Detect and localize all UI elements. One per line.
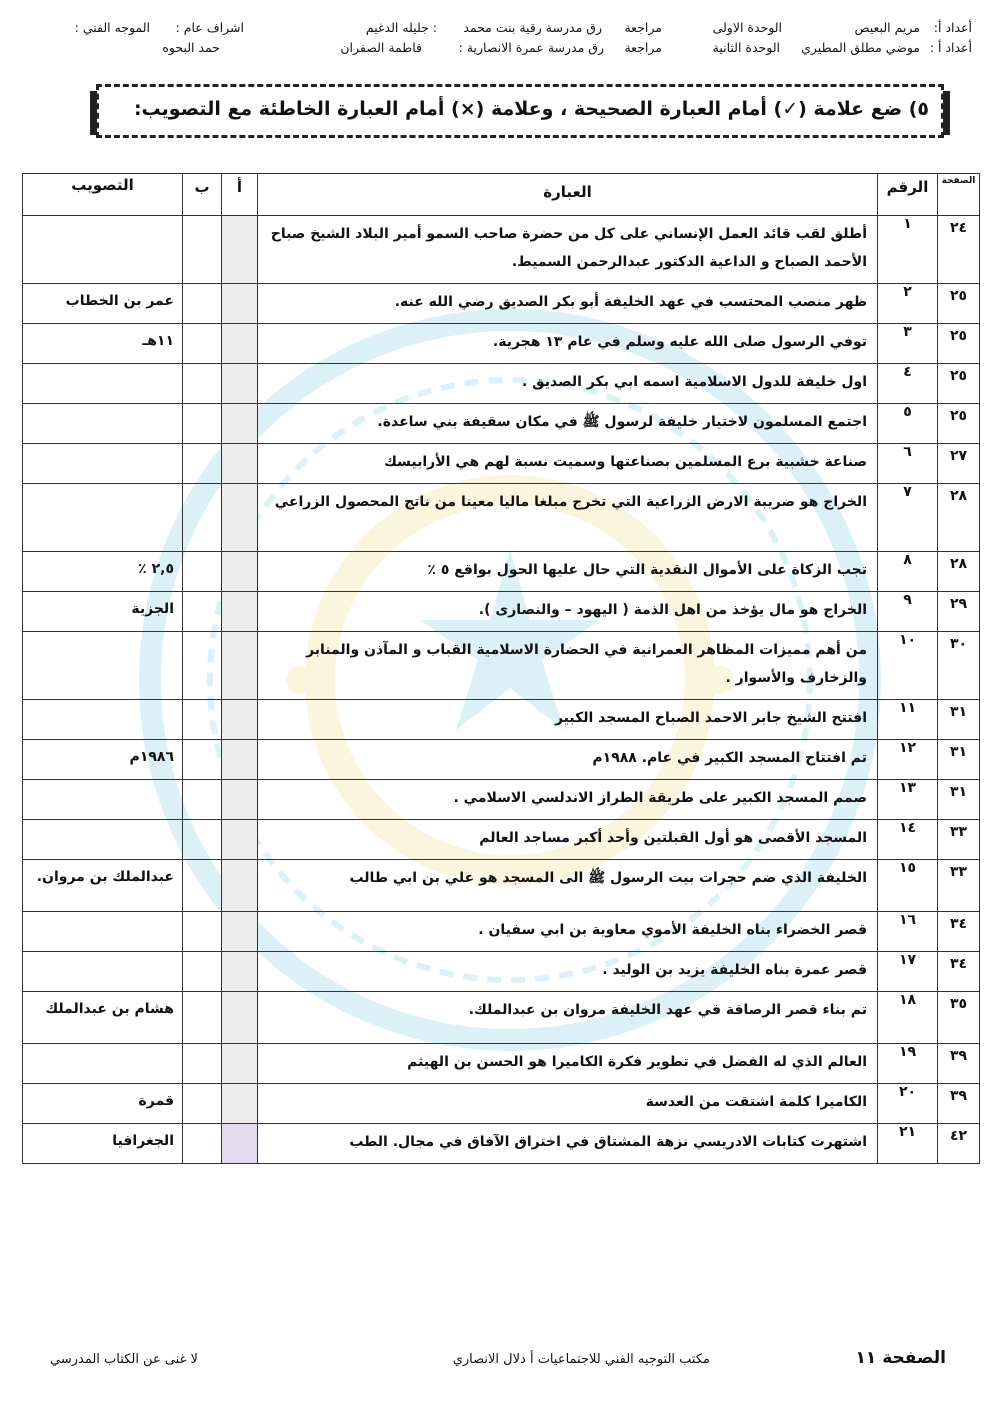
row-page: ٣٤ <box>938 952 980 992</box>
row-number: ٥ <box>878 404 938 444</box>
row-correction: الجغرافيا <box>23 1124 183 1164</box>
answer-cell-a[interactable] <box>222 404 258 444</box>
row-statement: من أهم مميزات المظاهر العمرانية في الحضارة الاسلامية القباب و المآذن والمنابر والزخارف والأسوار . <box>258 632 878 700</box>
row-number: ٤ <box>878 364 938 404</box>
answer-cell-a[interactable] <box>222 780 258 820</box>
prep1-label: أعداد أ: <box>933 20 972 35</box>
row-correction <box>23 912 183 952</box>
answer-cell-a[interactable] <box>222 364 258 404</box>
row-statement: صمم المسجد الكبير على طريقة الطراز الاندلسي الاسلامي . <box>258 780 878 820</box>
table-row <box>23 1124 980 1164</box>
table-row <box>23 1044 980 1084</box>
row-number: ٢٠ <box>878 1084 938 1124</box>
row-correction: عمر بن الخطاب <box>23 284 183 324</box>
answer-cell-a[interactable] <box>222 740 258 780</box>
table-row <box>23 1084 980 1124</box>
row-page: ٣٥ <box>938 992 980 1044</box>
row-page: ٢٥ <box>938 404 980 444</box>
row-statement: أطلق لقب قائد العمل الإنساني على كل من حضرة صاحب السمو أمير البلاد الشيخ صباح الأحمد الصباح و الداعية الدكتور عبدالرحمن السميط. <box>258 216 878 284</box>
row-number: ٨ <box>878 552 938 592</box>
page-header <box>20 14 972 58</box>
answer-cell-b[interactable] <box>183 700 222 740</box>
row-number: ١٠ <box>878 632 938 700</box>
row-number: ١٢ <box>878 740 938 780</box>
row-correction <box>23 404 183 444</box>
row-page: ٤٢ <box>938 1124 980 1164</box>
row-correction <box>23 632 183 700</box>
row-correction <box>23 364 183 404</box>
row-correction <box>23 820 183 860</box>
row-page: ٢٥ <box>938 284 980 324</box>
answer-cell-a[interactable] <box>222 484 258 552</box>
answer-cell-b[interactable] <box>183 484 222 552</box>
answer-cell-a[interactable] <box>222 324 258 364</box>
answer-cell-b[interactable] <box>183 780 222 820</box>
answer-cell-b[interactable] <box>183 364 222 404</box>
header-correction: التصويب <box>23 174 183 216</box>
answer-cell-a[interactable] <box>222 1084 258 1124</box>
answer-cell-b[interactable] <box>183 1124 222 1164</box>
row-statement: الخراج هو ضريبة الارض الزراعية التي تخرج مبلغا ماليا معينا من ناتج المحصول الزراعي <box>258 484 878 552</box>
table-row <box>23 912 980 952</box>
answer-cell-a[interactable] <box>222 216 258 284</box>
row-page: ٣٩ <box>938 1044 980 1084</box>
table-row <box>23 992 980 1044</box>
row-statement: ظهر منصب المحتسب في عهد الخليفة أبو بكر الصديق رضي الله عنه. <box>258 284 878 324</box>
answer-cell-b[interactable] <box>183 820 222 860</box>
row-page: ٢٥ <box>938 324 980 364</box>
row-page: ٢٧ <box>938 444 980 484</box>
header-col-a: أ <box>222 174 258 216</box>
row-statement: تجب الزكاة على الأموال النقدية التي حال عليها الحول بواقع ٥ ٪ <box>258 552 878 592</box>
row-correction <box>23 216 183 284</box>
table-row <box>23 404 980 444</box>
unit2: الوحدة الثانية <box>712 40 780 55</box>
table-row <box>23 700 980 740</box>
answer-cell-b[interactable] <box>183 552 222 592</box>
table-row <box>23 552 980 592</box>
row-correction: قمرة <box>23 1084 183 1124</box>
row-statement: تم افتتاح المسجد الكبير في عام. ١٩٨٨م <box>258 740 878 780</box>
row-number: ١٩ <box>878 1044 938 1084</box>
header-col-b: ب <box>183 174 222 216</box>
answer-cell-a[interactable] <box>222 912 258 952</box>
table-row <box>23 592 980 632</box>
answer-cell-b[interactable] <box>183 404 222 444</box>
row-page: ٣١ <box>938 780 980 820</box>
row-page: ٣٩ <box>938 1084 980 1124</box>
row-statement: الخراج هو مال يؤخذ من اهل الذمة ( اليهود – والنصارى ). <box>258 592 878 632</box>
row-statement: افتتح الشيخ جابر الاحمد الصباح المسجد الكبير <box>258 700 878 740</box>
row-page: ٣١ <box>938 700 980 740</box>
review1-label: مراجعة <box>624 20 662 35</box>
row-statement: اول خليفة للدول الاسلامية اسمه ابي بكر الصديق . <box>258 364 878 404</box>
answer-cell-a[interactable] <box>222 952 258 992</box>
row-correction: الجزية <box>23 592 183 632</box>
table-row <box>23 364 980 404</box>
answer-cell-b[interactable] <box>183 592 222 632</box>
header-row-2 <box>20 40 972 58</box>
footer-office: مكتب التوجيه الفني للاجتماعيات أ دلال الانصاري <box>452 1352 710 1367</box>
table-row <box>23 324 980 364</box>
row-correction <box>23 952 183 992</box>
row-page: ٣٣ <box>938 820 980 860</box>
review2-label: مراجعة <box>624 40 662 55</box>
answer-cell-a[interactable] <box>222 992 258 1044</box>
row-number: ١ <box>878 216 938 284</box>
instruction-box <box>96 84 944 138</box>
answer-cell-b[interactable] <box>183 284 222 324</box>
row-statement: الكاميرا كلمة اشتقت من العدسة <box>258 1084 878 1124</box>
row-number: ١٥ <box>878 860 938 912</box>
row-number: ٩ <box>878 592 938 632</box>
row-page: ٣٠ <box>938 632 980 700</box>
answer-cell-b[interactable] <box>183 1084 222 1124</box>
row-correction: عبدالملك بن مروان. <box>23 860 183 912</box>
row-correction: ١١هـ <box>23 324 183 364</box>
row-page: ٢٥ <box>938 364 980 404</box>
instruction-text: ٥) ضع علامة (✓) أمام العبارة الصحيحة ، وعلامة (×) أمام العبارة الخاطئة مع التصويب: <box>133 98 929 120</box>
mentor-name: حمد البحوه <box>162 40 220 55</box>
row-number: ٢ <box>878 284 938 324</box>
row-correction <box>23 444 183 484</box>
row-statement: المسجد الأقصى هو أول القبلتين وأحد أكبر مساجد العالم <box>258 820 878 860</box>
row-page: ٢٨ <box>938 484 980 552</box>
reviewer2: فاطمة الصفران <box>340 40 422 55</box>
row-statement: اشتهرت كتابات الادريسي نزهة المشتاق في اختراق الآفاق في مجال. الطب <box>258 1124 878 1164</box>
row-number: ٢١ <box>878 1124 938 1164</box>
row-number: ١٤ <box>878 820 938 860</box>
header-row-1 <box>20 20 972 38</box>
table-row <box>23 740 980 780</box>
row-number: ٦ <box>878 444 938 484</box>
table-row <box>23 860 980 912</box>
table-row <box>23 952 980 992</box>
answer-cell-b[interactable] <box>183 740 222 780</box>
page-footer <box>50 1348 946 1372</box>
row-statement: العالم الذي له الفضل في تطوير فكرة الكاميرا هو الحسن بن الهيثم <box>258 1044 878 1084</box>
footer-page-number: الصفحة ١١ <box>855 1348 946 1368</box>
row-correction <box>23 484 183 552</box>
questions-table <box>22 173 980 1164</box>
row-correction: هشام بن عبدالملك <box>23 992 183 1044</box>
table-row <box>23 444 980 484</box>
table-row <box>23 484 980 552</box>
answer-cell-a[interactable] <box>222 860 258 912</box>
row-correction: ٢,٥ ٪ <box>23 552 183 592</box>
school1: رق مدرسة رقية بنت محمد <box>463 20 602 35</box>
row-number: ١١ <box>878 700 938 740</box>
answer-cell-b[interactable] <box>183 1044 222 1084</box>
row-statement: الخليفة الذي ضم حجرات بيت الرسول ﷺ الى المسجد هو علي بن ابي طالب <box>258 860 878 912</box>
row-page: ٢٩ <box>938 592 980 632</box>
answer-cell-a[interactable] <box>222 284 258 324</box>
row-page: ٣٣ <box>938 860 980 912</box>
row-statement: صناعة خشبية برع المسلمين بصناعتها وسميت نسبة لهم هي الأرابيسك <box>258 444 878 484</box>
answer-cell-a[interactable] <box>222 444 258 484</box>
answer-cell-b[interactable] <box>183 912 222 952</box>
row-statement: قصر عمرة بناه الخليفة يزيد بن الوليد . <box>258 952 878 992</box>
answer-cell-b[interactable] <box>183 952 222 992</box>
row-number: ٧ <box>878 484 938 552</box>
prep2-label: أعداد أ : <box>929 40 972 55</box>
row-statement: تم بناء قصر الرصافة في عهد الخليفة مروان بن عبدالملك. <box>258 992 878 1044</box>
row-page: ٢٤ <box>938 216 980 284</box>
answer-cell-a[interactable] <box>222 552 258 592</box>
row-statement: توفي الرسول صلى الله عليه وسلم في عام ١٣ هجرية. <box>258 324 878 364</box>
row-statement: اجتمع المسلمون لاختيار خليفة لرسول ﷺ في مكان سقيفة بني ساعدة. <box>258 404 878 444</box>
supervisor-label: اشراف عام : <box>175 20 244 35</box>
answer-cell-a[interactable] <box>222 632 258 700</box>
reviewer1: : جليله الدغيم <box>365 20 437 35</box>
answer-cell-a[interactable] <box>222 700 258 740</box>
answer-cell-a[interactable] <box>222 1124 258 1164</box>
row-page: ٢٨ <box>938 552 980 592</box>
answer-cell-b[interactable] <box>183 444 222 484</box>
answer-cell-a[interactable] <box>222 1044 258 1084</box>
row-correction: ١٩٨٦م <box>23 740 183 780</box>
answer-cell-a[interactable] <box>222 592 258 632</box>
answer-cell-b[interactable] <box>183 860 222 912</box>
header-number: الرقم <box>878 174 938 216</box>
unit1: الوحدة الاولى <box>712 20 782 35</box>
row-correction <box>23 700 183 740</box>
table-header-row <box>23 174 980 216</box>
table-row <box>23 216 980 284</box>
footer-slogan: لا غنى عن الكتاب المدرسي <box>50 1352 198 1367</box>
row-number: ١٣ <box>878 780 938 820</box>
row-number: ٣ <box>878 324 938 364</box>
prep1-name: مريم البعيص <box>854 20 920 35</box>
row-statement: قصر الخضراء بناه الخليفة الأموي معاوية بن ابي سفيان . <box>258 912 878 952</box>
table-row <box>23 632 980 700</box>
answer-cell-b[interactable] <box>183 216 222 284</box>
table-row <box>23 820 980 860</box>
row-number: ١٦ <box>878 912 938 952</box>
row-page: ٣١ <box>938 740 980 780</box>
header-page: الصفحة <box>938 174 980 216</box>
header-statement: العبارة <box>258 174 878 216</box>
row-number: ١٨ <box>878 992 938 1044</box>
table-row <box>23 780 980 820</box>
school2: رق مدرسة عمرة الانصارية : <box>458 40 604 55</box>
answer-cell-b[interactable] <box>183 992 222 1044</box>
mentor-label: الموجه الفني : <box>74 20 150 35</box>
row-number: ١٧ <box>878 952 938 992</box>
answer-cell-b[interactable] <box>183 324 222 364</box>
row-page: ٣٤ <box>938 912 980 952</box>
prep2-name: موضي مطلق المطيري <box>801 40 920 55</box>
answer-cell-a[interactable] <box>222 820 258 860</box>
answer-cell-b[interactable] <box>183 632 222 700</box>
table-row <box>23 284 980 324</box>
row-correction <box>23 1044 183 1084</box>
row-correction <box>23 780 183 820</box>
